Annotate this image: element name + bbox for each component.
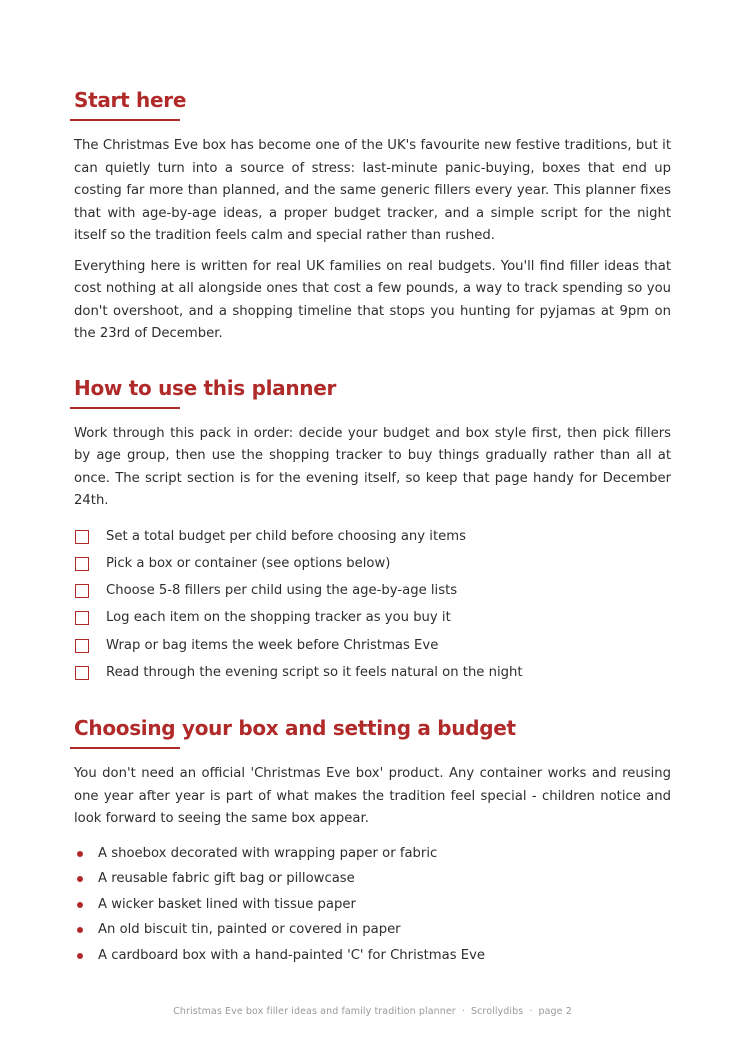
list-item-label: A reusable fabric gift bag or pillowcase bbox=[98, 871, 355, 887]
checklist-item bbox=[74, 577, 671, 604]
checklist-label: Log each item on the shopping tracker as you buy it bbox=[106, 610, 451, 626]
checklist bbox=[74, 523, 671, 687]
paragraph: Everything here is written for real UK families on real budgets. You'll find filler ideas that cost nothing at all alongside ones that cost a few pounds, a way to track spending so you don't overshoot, and a shopping timeline that stops you hunting for pyjamas at 9pm on the 23rd of December. bbox=[74, 258, 671, 341]
section-heading: Choosing your box and setting a budget bbox=[74, 716, 516, 741]
checkbox[interactable] bbox=[75, 530, 89, 544]
list-item bbox=[74, 892, 671, 918]
bullet-list bbox=[74, 841, 671, 969]
footer-separator: · bbox=[461, 1006, 465, 1017]
bullet-icon bbox=[77, 876, 83, 882]
checklist-item bbox=[74, 659, 671, 686]
paragraph: Work through this pack in order: decide your budget and box style first, then pick fillers by age group, then use the shopping tracker to buy things gradually rather than all at once. The script section is for the evening itself, so keep that page handy for December 24th. bbox=[74, 425, 671, 508]
list-item bbox=[74, 917, 671, 943]
checklist-label: Pick a box or container (see options below) bbox=[106, 555, 391, 571]
section-heading: Start here bbox=[74, 88, 187, 112]
footer-doc-title: Christmas Eve box filler ideas and family tradition planner bbox=[173, 1006, 456, 1017]
list-item-label: A shoebox decorated with wrapping paper or fabric bbox=[98, 845, 438, 861]
checklist-label: Read through the evening script so it feels natural on the night bbox=[106, 664, 523, 680]
list-item-label: A wicker basket lined with tissue paper bbox=[98, 896, 356, 912]
checklist-label: Wrap or bag items the week before Christmas Eve bbox=[106, 637, 439, 653]
checkbox[interactable] bbox=[75, 557, 89, 571]
heading-underline bbox=[70, 119, 180, 121]
list-item-label: An old biscuit tin, painted or covered in paper bbox=[98, 922, 401, 938]
section-how-to-use bbox=[74, 374, 671, 687]
section-heading: How to use this planner bbox=[74, 375, 337, 400]
list-item bbox=[74, 841, 671, 867]
list-item bbox=[74, 866, 671, 892]
heading-underline bbox=[70, 747, 180, 749]
checkbox[interactable] bbox=[75, 584, 89, 598]
page-content bbox=[74, 86, 671, 996]
list-item-label: A cardboard box with a hand-painted 'C' for Christmas Eve bbox=[98, 947, 486, 963]
footer-page-number: page 2 bbox=[538, 1006, 572, 1017]
bullet-icon bbox=[77, 902, 83, 908]
heading-underline bbox=[70, 407, 180, 409]
checklist-label: Set a total budget per child before choosing any items bbox=[106, 528, 466, 544]
bullet-icon bbox=[77, 851, 83, 857]
section-start-here bbox=[74, 86, 671, 346]
footer-brand: Scrollydibs bbox=[470, 1006, 524, 1017]
bullet-icon bbox=[77, 927, 83, 933]
checkbox[interactable] bbox=[75, 611, 89, 625]
list-item bbox=[74, 943, 671, 969]
checklist-label: Choose 5-8 fillers per child using the age-by-age lists bbox=[106, 583, 458, 599]
checklist-item bbox=[74, 604, 671, 631]
paragraph: You don't need an official 'Christmas Eve box' product. Any container works and reusing one year after year is part of what makes the tradition feel special - children notice and look forward to seeing the same box appear. bbox=[74, 766, 671, 827]
page-footer bbox=[0, 1006, 745, 1017]
checklist-item bbox=[74, 523, 671, 550]
checklist-item bbox=[74, 632, 671, 659]
checkbox[interactable] bbox=[75, 666, 89, 680]
paragraph: The Christmas Eve box has become one of the UK's favourite new festive traditions, but it can quietly turn into a source of stress: last-minute panic-buying, boxes that end up costing far more than planned, and the same generic fillers every year. This planner fixes that with age-by-age ideas, a proper budget tracker, and a simple script for the night itself so the tradition feels calm and special rather than rushed. bbox=[74, 138, 671, 243]
section-choosing-box bbox=[74, 714, 671, 968]
checkbox[interactable] bbox=[75, 639, 89, 653]
bullet-icon bbox=[77, 953, 83, 959]
checklist-item bbox=[74, 550, 671, 577]
footer-separator: · bbox=[529, 1006, 533, 1017]
